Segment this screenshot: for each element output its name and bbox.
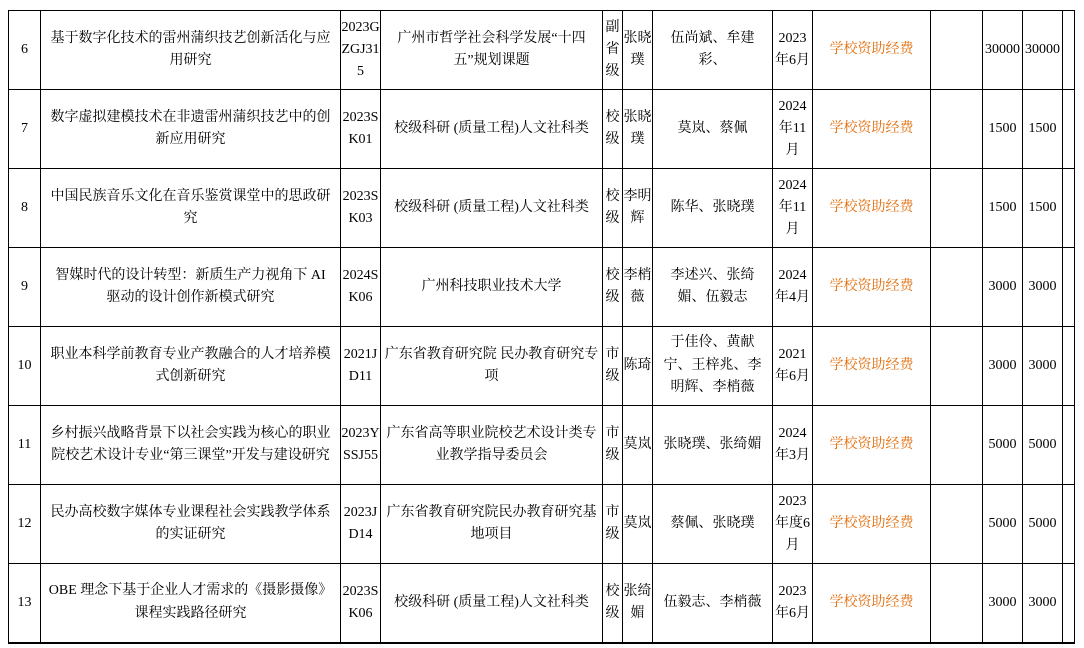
cell-approval-date: 2024年11月: [773, 169, 813, 248]
table-body: [9, 11, 1075, 643]
cell-blank: [931, 406, 983, 485]
cell-project-level: 市级: [603, 406, 623, 485]
cell-blank: [931, 248, 983, 327]
table-row: [9, 11, 1075, 90]
cell-project-source: 校级科研 (质量工程)人文社科类: [381, 90, 603, 169]
cell-project-title: 中国民族音乐文化在音乐鉴赏课堂中的思政研究: [41, 169, 341, 248]
cell-project-code: 2023GZGJ315: [341, 11, 381, 90]
cell-project-code: 2023JD14: [341, 485, 381, 564]
cell-funding-source: 学校资助经费: [813, 485, 931, 564]
cell-approval-date: 2024年11月: [773, 90, 813, 169]
cell-amount-2: 30000: [1023, 11, 1063, 90]
cell-funding-source: 学校资助经费: [813, 564, 931, 643]
cell-amount-1: 1500: [983, 90, 1023, 169]
cell-project-title: 乡村振兴战略背景下以社会实践为核心的职业院校艺术设计专业“第三课堂”开发与建设研究: [41, 406, 341, 485]
cell-team-members: 陈华、张晓璞: [653, 169, 773, 248]
cell-project-title: 数字虚拟建模技术在非遗雷州蒲织技艺中的创新应用研究: [41, 90, 341, 169]
cell-blank: [931, 11, 983, 90]
table-row: [9, 90, 1075, 169]
cell-team-members: 莫岚、蔡佩: [653, 90, 773, 169]
cell-approval-date: 2024年3月: [773, 406, 813, 485]
cell-row-number: 6: [9, 11, 41, 90]
table-row: [9, 406, 1075, 485]
cell-funding-source: 学校资助经费: [813, 248, 931, 327]
cell-funding-source: 学校资助经费: [813, 11, 931, 90]
cell-amount-2: 1500: [1023, 169, 1063, 248]
cell-tail-blank: [1063, 90, 1075, 169]
cell-project-source: 广州科技职业技术大学: [381, 248, 603, 327]
cell-blank: [931, 327, 983, 406]
cell-funding-source: 学校资助经费: [813, 406, 931, 485]
cell-row-number: 13: [9, 564, 41, 643]
cell-blank: [931, 90, 983, 169]
cell-project-source: 校级科研 (质量工程)人文社科类: [381, 564, 603, 643]
cell-project-level: 市级: [603, 485, 623, 564]
cell-approval-date: 2023年6月: [773, 564, 813, 643]
cell-project-code: 2023SK01: [341, 90, 381, 169]
cell-team-members: 张晓璞、张绮媚: [653, 406, 773, 485]
cell-project-code: 2024SK06: [341, 248, 381, 327]
table-row: [9, 327, 1075, 406]
cell-tail-blank: [1063, 248, 1075, 327]
cell-team-members: 伍尚斌、牟建彩、: [653, 11, 773, 90]
cell-tail-blank: [1063, 564, 1075, 643]
cell-amount-1: 5000: [983, 406, 1023, 485]
cell-project-level: 副省级: [603, 11, 623, 90]
cell-project-source: 广东省高等职业院校艺术设计类专业教学指导委员会: [381, 406, 603, 485]
cell-project-source: 广东省教育研究院民办教育研究基地项目: [381, 485, 603, 564]
cell-project-code: 2023SK03: [341, 169, 381, 248]
cell-project-leader: 陈琦: [623, 327, 653, 406]
cell-project-leader: 莫岚: [623, 406, 653, 485]
cell-project-title: 职业本科学前教育专业产教融合的人才培养模式创新研究: [41, 327, 341, 406]
cell-project-level: 市级: [603, 327, 623, 406]
cell-approval-date: 2023年6月: [773, 11, 813, 90]
cell-project-source: 广东省教育研究院 民办教育研究专项: [381, 327, 603, 406]
cell-project-leader: 张绮媚: [623, 564, 653, 643]
cell-approval-date: 2021年6月: [773, 327, 813, 406]
cell-amount-2: 1500: [1023, 90, 1063, 169]
table-row: [9, 485, 1075, 564]
cell-project-code: 2023SK06: [341, 564, 381, 643]
cell-team-members: 于佳伶、黄献宁、王梓兆、李明辉、李梢薇: [653, 327, 773, 406]
cell-amount-1: 5000: [983, 485, 1023, 564]
cell-amount-2: 3000: [1023, 327, 1063, 406]
cell-amount-2: 3000: [1023, 248, 1063, 327]
cell-project-code: 2021JD11: [341, 327, 381, 406]
cell-approval-date: 2024年4月: [773, 248, 813, 327]
cell-project-title: 智媒时代的设计转型：新质生产力视角下 AI 驱动的设计创作新模式研究: [41, 248, 341, 327]
cell-tail-blank: [1063, 11, 1075, 90]
cell-row-number: 12: [9, 485, 41, 564]
cell-project-source: 广州市哲学社会科学发展“十四五”规划课题: [381, 11, 603, 90]
cell-team-members: 伍毅志、李梢薇: [653, 564, 773, 643]
cell-tail-blank: [1063, 485, 1075, 564]
cell-project-level: 校级: [603, 90, 623, 169]
cell-team-members: 李述兴、张绮媚、伍毅志: [653, 248, 773, 327]
cell-project-source: 校级科研 (质量工程)人文社科类: [381, 169, 603, 248]
cell-project-code: 2023YSSJ55: [341, 406, 381, 485]
table-row: [9, 564, 1075, 643]
cell-blank: [931, 485, 983, 564]
cell-amount-1: 3000: [983, 248, 1023, 327]
cell-row-number: 10: [9, 327, 41, 406]
cell-amount-2: 5000: [1023, 406, 1063, 485]
cell-project-level: 校级: [603, 248, 623, 327]
cell-project-level: 校级: [603, 564, 623, 643]
cell-row-number: 8: [9, 169, 41, 248]
cell-project-leader: 张晓璞: [623, 90, 653, 169]
cell-project-level: 校级: [603, 169, 623, 248]
cell-amount-1: 30000: [983, 11, 1023, 90]
table-row: [9, 169, 1075, 248]
cell-project-title: OBE 理念下基于企业人才需求的《摄影摄像》课程实践路径研究: [41, 564, 341, 643]
cell-team-members: 蔡佩、张晓璞: [653, 485, 773, 564]
cell-row-number: 9: [9, 248, 41, 327]
cell-amount-1: 3000: [983, 327, 1023, 406]
cell-project-leader: 莫岚: [623, 485, 653, 564]
cell-funding-source: 学校资助经费: [813, 90, 931, 169]
cell-funding-source: 学校资助经费: [813, 169, 931, 248]
cell-tail-blank: [1063, 327, 1075, 406]
cell-amount-1: 1500: [983, 169, 1023, 248]
cell-amount-2: 3000: [1023, 564, 1063, 643]
cell-project-leader: 李梢薇: [623, 248, 653, 327]
cell-blank: [931, 564, 983, 643]
cell-tail-blank: [1063, 406, 1075, 485]
cell-project-leader: 李明辉: [623, 169, 653, 248]
cell-funding-source: 学校资助经费: [813, 327, 931, 406]
cell-approval-date: 2023年度6月: [773, 485, 813, 564]
cell-project-title: 民办高校数字媒体专业课程社会实践教学体系的实证研究: [41, 485, 341, 564]
cell-tail-blank: [1063, 169, 1075, 248]
cell-project-title: 基于数字化技术的雷州蒲织技艺创新活化与应用研究: [41, 11, 341, 90]
projects-table: [8, 10, 1075, 644]
cell-project-leader: 张晓璞: [623, 11, 653, 90]
cell-row-number: 7: [9, 90, 41, 169]
table-row: [9, 248, 1075, 327]
cell-row-number: 11: [9, 406, 41, 485]
cell-blank: [931, 169, 983, 248]
cell-amount-1: 3000: [983, 564, 1023, 643]
cell-amount-2: 5000: [1023, 485, 1063, 564]
